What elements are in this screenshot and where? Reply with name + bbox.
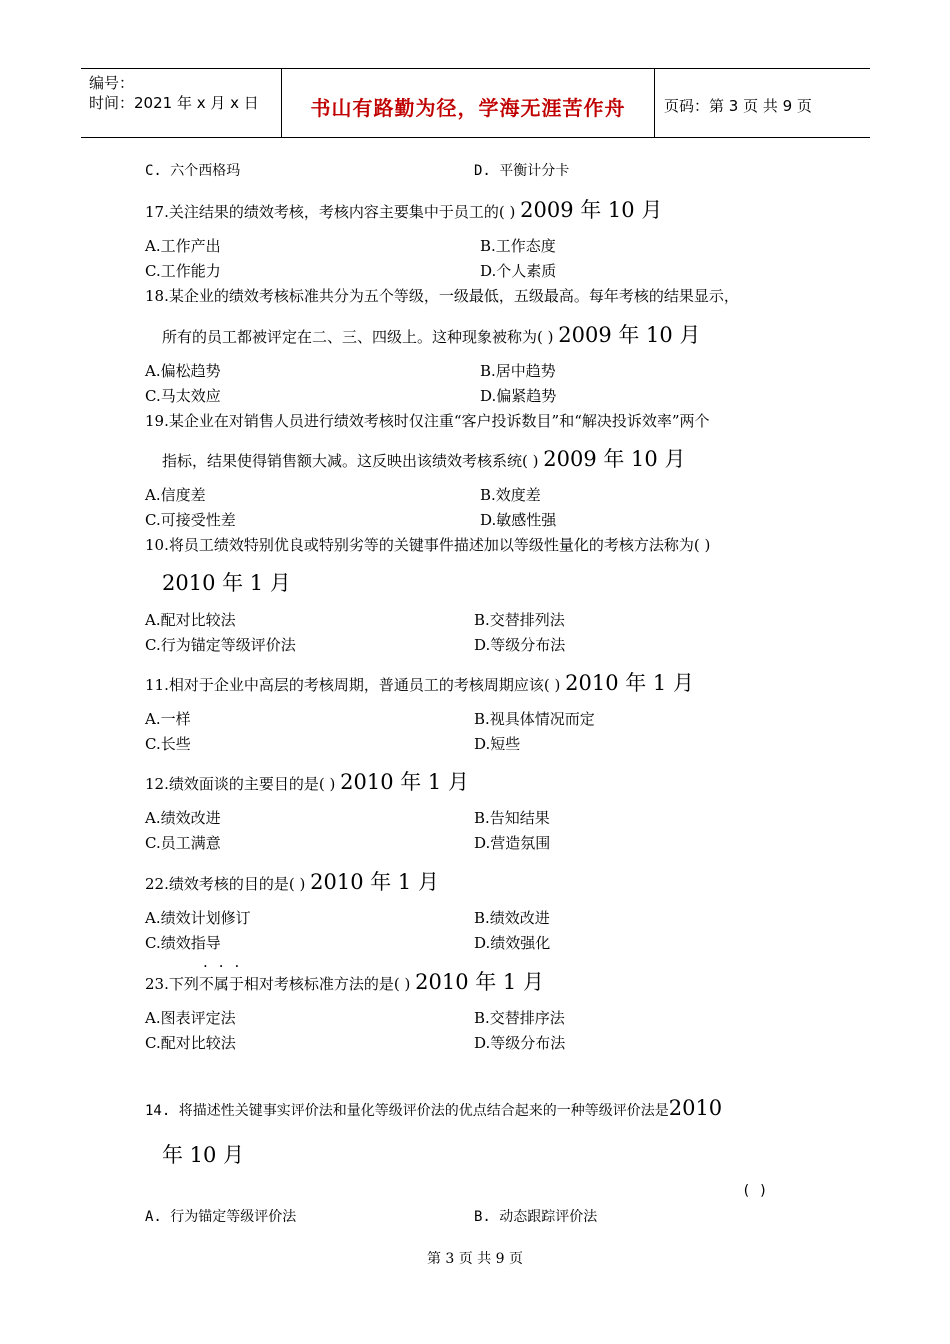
header-motto: 书山有路勤为径，学海无涯苦作舟 [310,96,626,120]
option-b: B.效度差 [480,486,541,504]
option-b: B. 动态跟踪评价法 [474,1209,598,1225]
question-23 [145,970,544,994]
question-text: 12.绩效面谈的主要目的是( ) [145,775,336,793]
exam-date: 2010 年 1 月 [340,770,469,794]
header-right-cell [655,69,870,137]
question-text: 22.绩效考核的目的是( ) [145,875,306,893]
option-d: D.等级分布法 [474,636,566,654]
option-b: B.告知结果 [474,809,550,827]
option-b: B.视具体情况而定 [474,710,595,728]
exam-date: 2010 年 1 月 [162,571,291,595]
option-b: B.工作态度 [480,237,556,255]
option-c: C.行为锚定等级评价法 [145,636,296,654]
option-c: C.配对比较法 [145,1034,236,1052]
option-d-balanced-scorecard: D. 平衡计分卡 [474,163,570,179]
exam-date: 2010 年 1 月 [310,870,439,894]
question-text: 23.下列不属于相对考核标准方法的是( ) [145,975,411,993]
option-a: A.绩效改进 [145,809,221,827]
header-left-cell [81,69,282,137]
exam-date: 2010 年 1 月 [565,671,694,695]
option-c: C.长些 [145,735,191,753]
header-page-number: 页码：第 3 页 共 9 页 [664,97,812,115]
option-a: A.绩效计划修订 [145,909,251,927]
option-d: D.敏感性强 [480,511,557,529]
answer-blank: ( ) [742,1183,768,1199]
question-18: 18.某企业的绩效考核标准共分为五个等级，一级最低，五级最高。每年考核的结果显示， [145,287,739,305]
option-d: D.短些 [474,735,521,753]
emphasis-dots: ... [203,953,251,971]
option-c-six-sigma: C. 六个西格玛 [145,163,241,179]
question-12 [145,770,469,794]
question-19-continued [162,447,686,471]
option-d: D.营造氛围 [474,834,551,852]
exam-date: 2009 年 10 月 [543,447,686,471]
option-a: A.一样 [145,710,191,728]
option-b: B.绩效改进 [474,909,550,927]
question-text: 17.关注结果的绩效考核，考核内容主要集中于员工的( ) [145,203,516,221]
option-c: C.绩效指导 [145,934,221,952]
option-a: A.工作产出 [145,237,221,255]
option-c: C.马太效应 [145,387,221,405]
option-c: C.工作能力 [145,262,221,280]
exam-date: 2009 年 10 月 [520,198,663,222]
option-d: D.绩效强化 [474,934,551,952]
question-18-continued [162,323,701,347]
option-d: D.偏紧趋势 [480,387,557,405]
question-14 [145,1097,722,1122]
page-header [81,68,870,138]
option-c: C.可接受性差 [145,511,236,529]
option-a: A.信度差 [145,486,206,504]
page-footer: 第 3 页 共 9 页 [426,1251,524,1267]
option-b: B.交替排列法 [474,611,565,629]
option-b: B.居中趋势 [480,362,556,380]
document-time-label: 时间：2021 年 x 月 x 日 [89,94,259,112]
option-a: A.配对比较法 [145,611,236,629]
document-number-label: 编号： [89,74,135,92]
question-text: 指标，结果使得销售额大减。这反映出该绩效考核系统( ) [162,452,539,470]
question-text: 14. 将描述性关键事实评价法和量化等级评价法的优点结合起来的一种等级评价法是 [145,1103,669,1119]
question-17 [145,198,663,222]
option-b: B.交替排序法 [474,1009,565,1027]
question-text: 11.相对于企业中高层的考核周期，普通员工的考核周期应该( ) [145,676,561,694]
exam-date: 2010 年 1 月 [415,970,544,994]
option-c: C.员工满意 [145,834,221,852]
header-center-cell [282,69,655,137]
question-text: 所有的员工都被评定在二、三、四级上。这种现象被称为( ) [162,328,554,346]
option-d: D.等级分布法 [474,1034,566,1052]
question-22 [145,870,439,894]
question-10: 10.将员工绩效特别优良或特别劣等的关键事件描述加以等级性量化的考核方法称为( ) [145,536,711,554]
question-19: 19.某企业在对销售人员进行绩效考核时仅注重“客户投诉数目”和“解决投诉效率”两个 [145,412,710,430]
question-11 [145,671,694,695]
exam-date: 2009 年 10 月 [558,323,701,347]
option-a: A. 行为锚定等级评价法 [145,1209,297,1225]
option-a: A.偏松趋势 [145,362,221,380]
option-d: D.个人素质 [480,262,557,280]
option-a: A.图表评定法 [145,1009,236,1027]
exam-date: 年 10 月 [162,1143,245,1167]
exam-year: 2010 [668,1096,723,1120]
